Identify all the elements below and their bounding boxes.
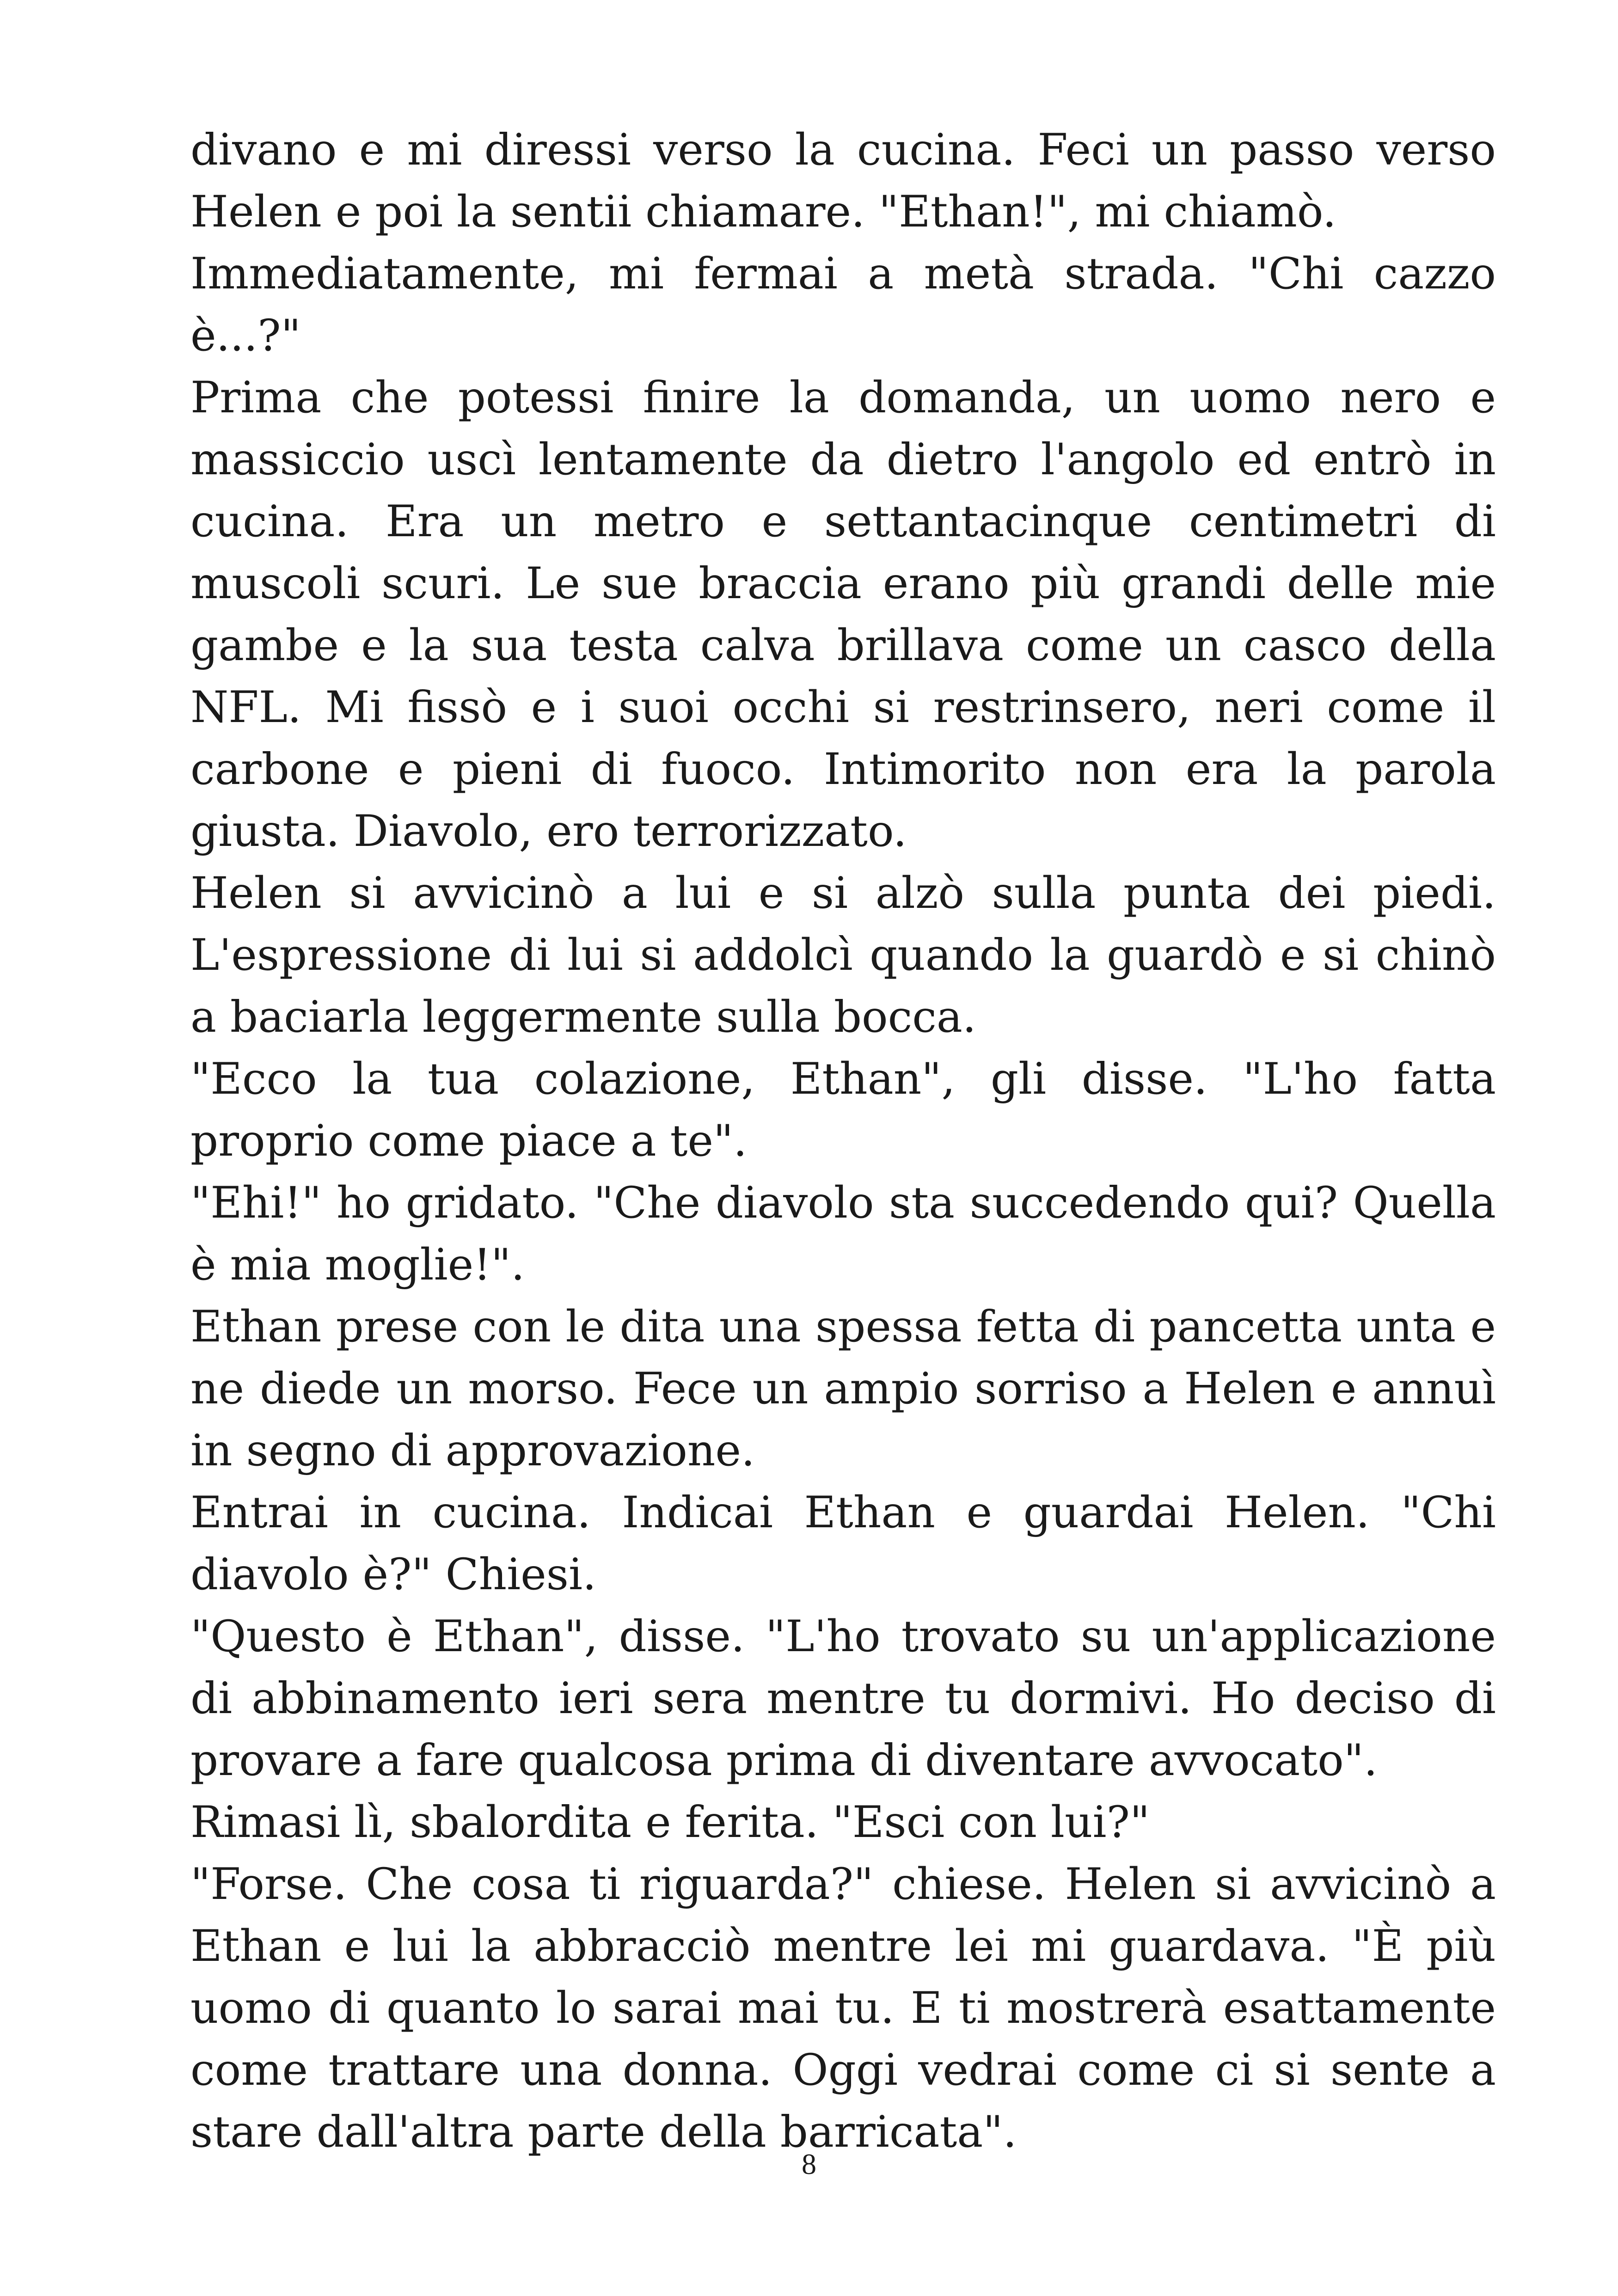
paragraph: divano e mi diressi verso la cucina. Feci un passo verso Helen e poi la sentii chiamare. "Ethan!", mi chiamò.	[190, 125, 1496, 237]
paragraph: Prima che potessi finire la domanda, un uomo nero e massiccio uscì lentamente da dietro l'angolo ed entrò in cucina. Era un metro e settantacinque centimetri di muscoli scuri. Le sue braccia erano più grandi delle mie gambe e la sua testa calva brillava come un casco della NFL. Mi fissò e i suoi occhi si restrinsero, neri come il carbone e pieni di fuoco. Intimorito non era la parola giusta. Diavolo, ero terrorizzato.	[190, 373, 1496, 857]
paragraph: Rimasi lì, sbalordita e ferita. "Esci con lui?"	[190, 1797, 1150, 1848]
paragraph: "Ehi!" ho gridato. "Che diavolo sta succedendo qui? Quella è mia moglie!".	[190, 1178, 1496, 1290]
paragraph: "Forse. Che cosa ti riguarda?" chiese. Helen si avvicinò a Ethan e lui la abbracciò mentre lei mi guardava. "È più uomo di quanto lo sarai mai tu. E ti mostrerà esattamente come trattare una donna. Oggi vedrai come ci si sente a stare dall'altra parte della barricata".	[190, 1859, 1496, 2157]
paragraph: Ethan prese con le dita una spessa fetta di pancetta unta e ne diede un morso. Fece un ampio sorriso a Helen e annuì in segno di approvazione.	[190, 1302, 1496, 1476]
body-text	[190, 119, 1496, 2163]
paragraph: Immediatamente, mi fermai a metà strada. "Chi cazzo è...?"	[190, 249, 1496, 361]
paragraph: Entrai in cucina. Indicai Ethan e guardai Helen. "Chi diavolo è?" Chiesi.	[190, 1488, 1496, 1600]
paragraph: "Questo è Ethan", disse. "L'ho trovato su un'applicazione di abbinamento ieri sera mentre tu dormivi. Ho deciso di provare a fare qualcosa prima di diventare avvocato".	[190, 1611, 1496, 1786]
paragraph: Helen si avvicinò a lui e si alzò sulla punta dei piedi. L'espressione di lui si addolcì quando la guardò e si chinò a baciarla leggermente sulla bocca.	[190, 868, 1496, 1042]
page-number: 8	[802, 2148, 816, 2180]
paragraph: "Ecco la tua colazione, Ethan", gli disse. "L'ho fatta proprio come piace a te".	[190, 1054, 1496, 1166]
